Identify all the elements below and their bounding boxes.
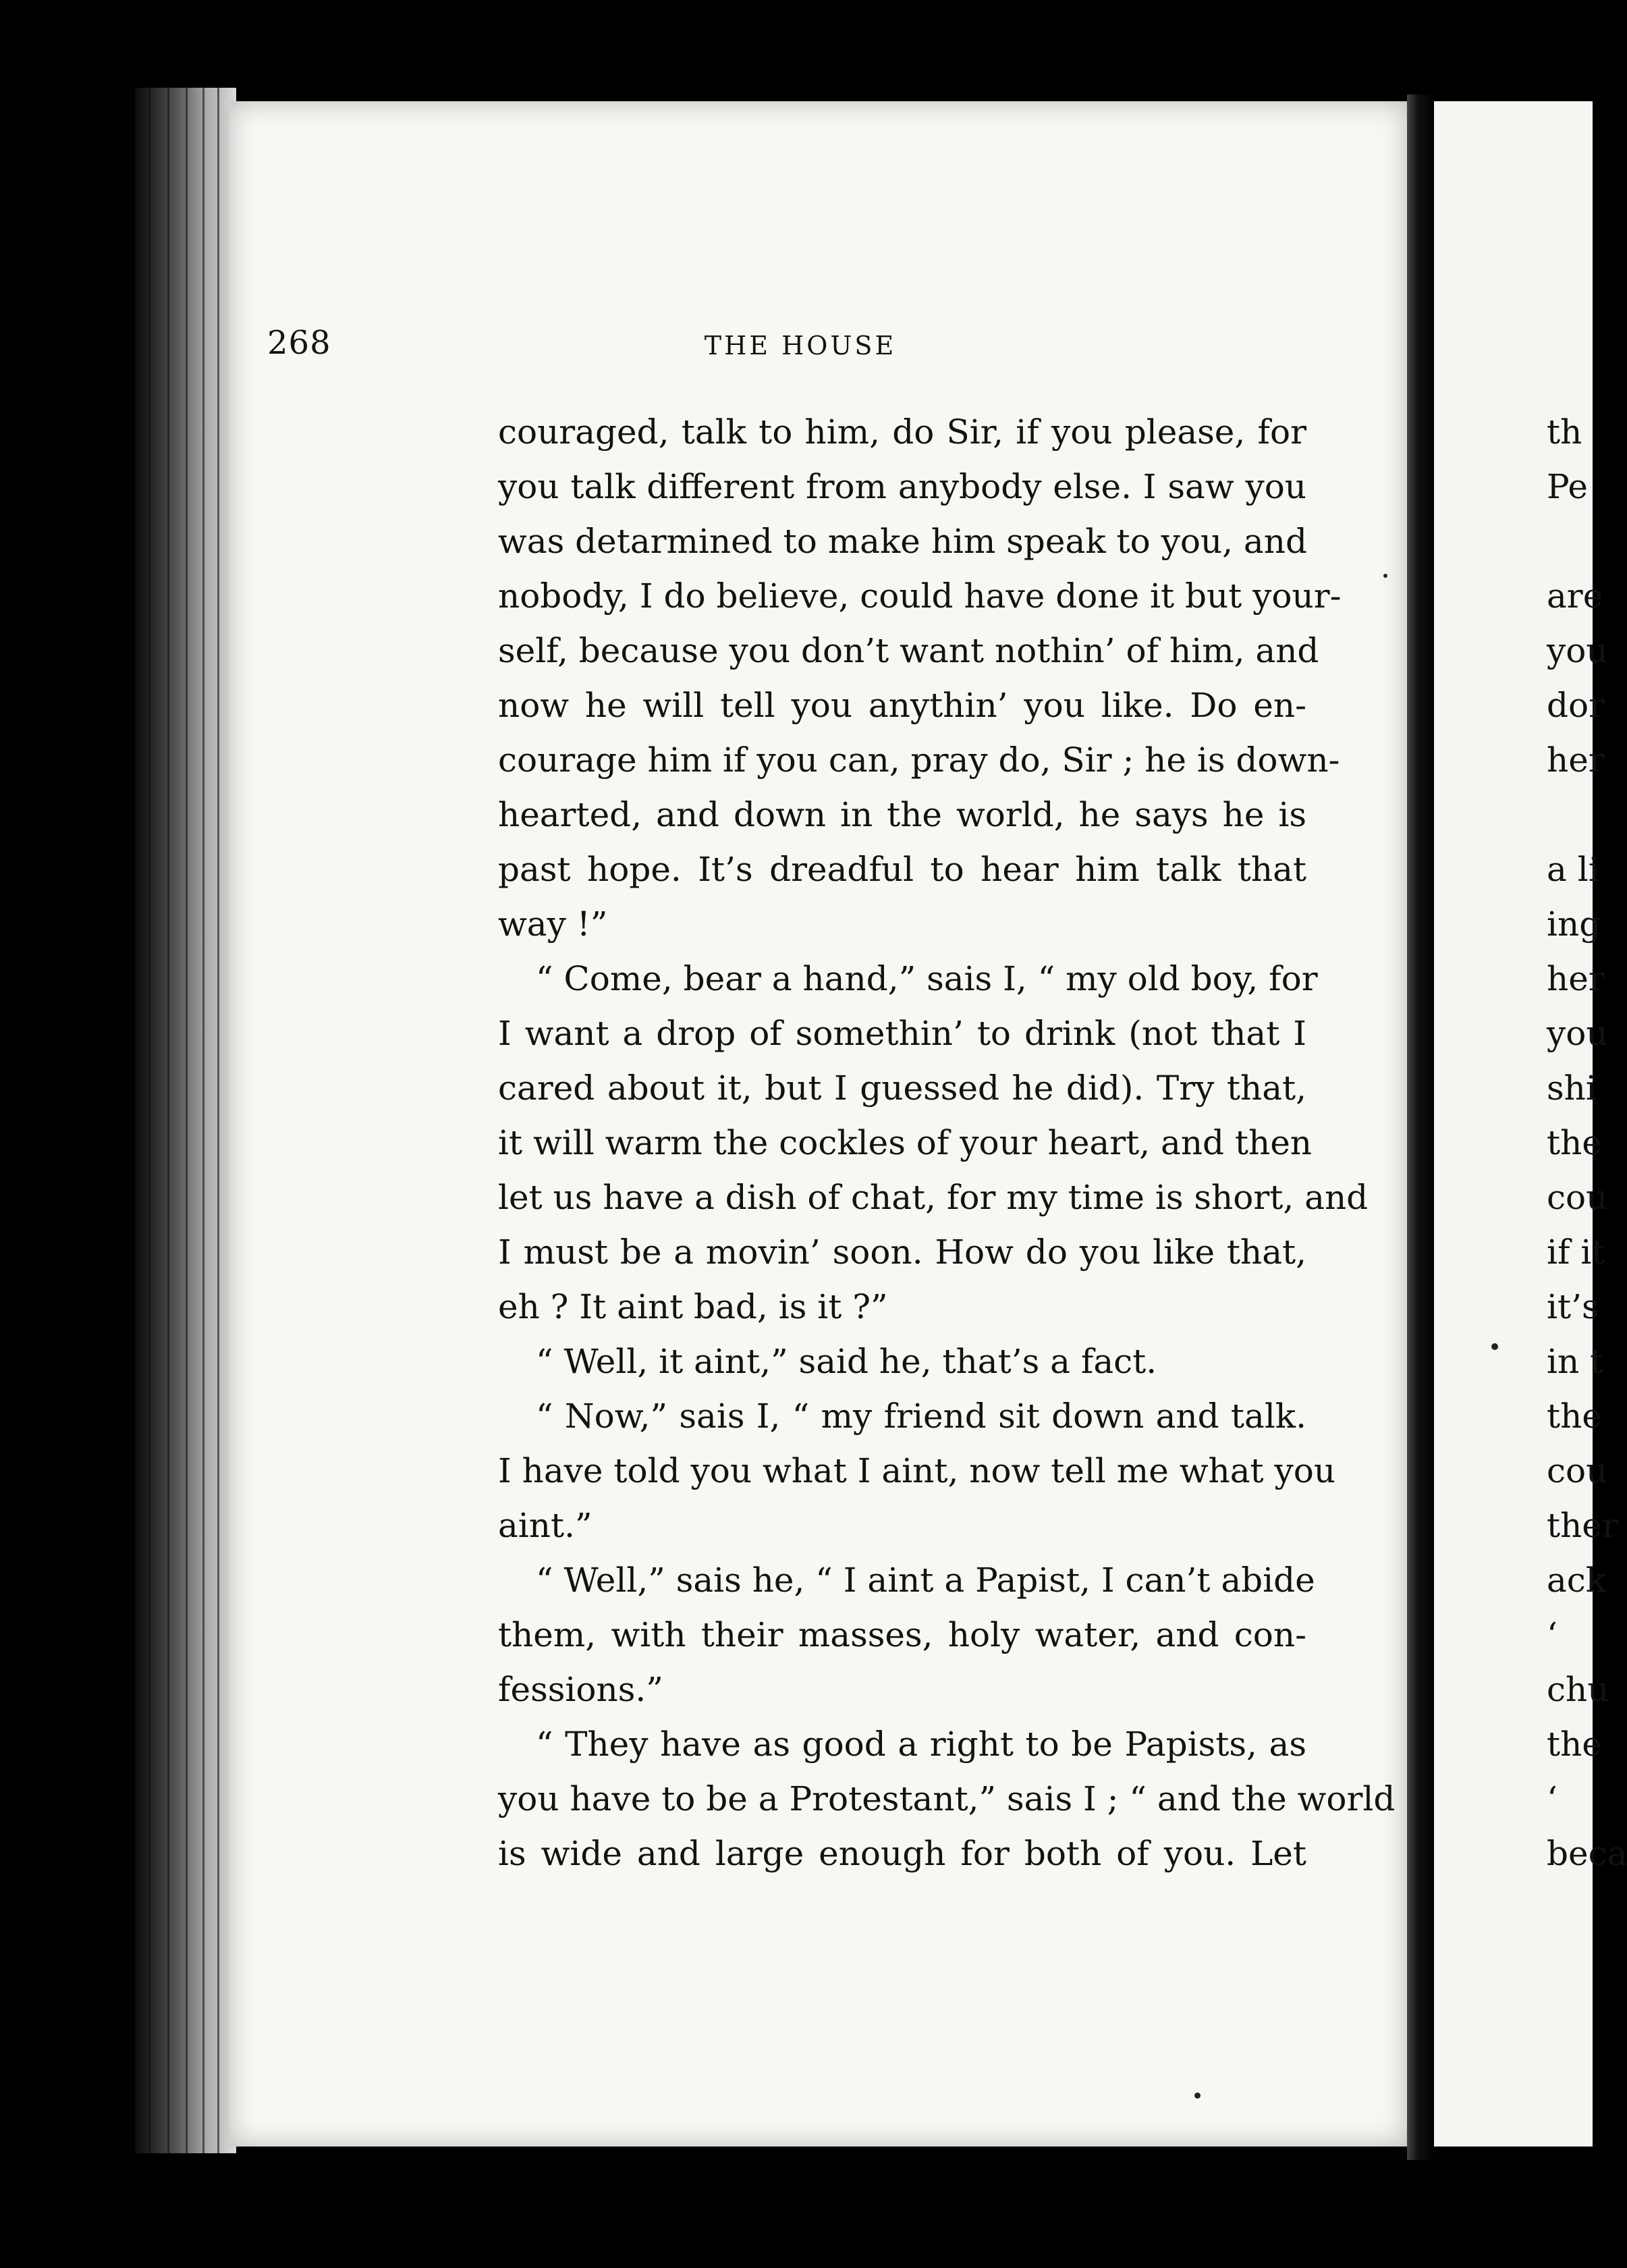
facing-page-fragment [1547, 514, 1627, 569]
facing-page-fragment: chu [1547, 1670, 1609, 1709]
text-line: couraged, talk to him, do Sir, if you please, for [498, 412, 1306, 452]
scan-speck [1383, 574, 1387, 578]
facing-page-fragment: cou [1547, 1178, 1608, 1217]
facing-page-fragment: dor [1547, 686, 1605, 725]
text-line: let us have a dish of chat, for my time is short, and [498, 1178, 1369, 1217]
facing-page-fragment: you [1547, 1014, 1608, 1053]
facing-page-fragment: her [1547, 959, 1605, 998]
facing-page-fragment: ‘ [1547, 1779, 1557, 1818]
scan-speck [1491, 1343, 1498, 1350]
text-line: eh ? It aint bad, is it ?” [498, 1287, 888, 1326]
text-line: “ Well, it aint,” said he, that’s a fact. [536, 1342, 1157, 1381]
text-line: courage him if you can, pray do, Sir ; he is down- [498, 740, 1340, 780]
page-number: 268 [267, 324, 331, 362]
book-fore-edge [135, 88, 236, 2153]
facing-page-fragment: ther [1547, 1506, 1618, 1545]
facing-page-fragment: a li [1547, 850, 1599, 889]
scan-speck [1194, 2092, 1201, 2099]
page-edge-line [202, 88, 204, 2153]
text-line: cared about it, but I guessed he did). Try that, [498, 1069, 1306, 1108]
facing-page-fragment: ing [1547, 905, 1601, 944]
facing-page-fragment: the [1547, 1725, 1602, 1764]
facing-page-text [1547, 405, 1627, 1881]
page-edge-line [148, 88, 150, 2153]
page-edge-line [186, 88, 188, 2153]
text-line: past hope. It’s dreadful to hear him talk that [498, 850, 1306, 889]
facing-page-fragment: in t [1547, 1342, 1604, 1381]
facing-page-fragment: are [1547, 576, 1603, 616]
text-line: I want a drop of somethin’ to drink (not that I [498, 1014, 1306, 1053]
page-body-text [498, 405, 1396, 1881]
facing-page-fragment: beca [1547, 1834, 1627, 1873]
text-line: way !” [498, 905, 608, 944]
running-head: THE HOUSE [704, 331, 897, 360]
text-line: aint.” [498, 1506, 592, 1545]
text-line: “ Well,” sais he, “ I aint a Papist, I can’t abide [536, 1561, 1315, 1600]
facing-page-fragment: it’s [1547, 1287, 1599, 1326]
facing-page-fragment: ack [1547, 1561, 1607, 1600]
text-line: I have told you what I aint, now tell me what you [498, 1451, 1336, 1490]
facing-page-fragment: the [1547, 1123, 1602, 1162]
facing-page-fragment: shi [1547, 1069, 1597, 1108]
text-line: it will warm the cockles of your heart, and then [498, 1123, 1313, 1162]
facing-page-fragment: th [1547, 412, 1582, 452]
page-edge-line [167, 88, 169, 2153]
text-line: was detarmined to make him speak to you, and [498, 522, 1307, 561]
text-line: them, with their masses, holy water, and con- [498, 1615, 1306, 1654]
facing-page-fragment: ‘ [1547, 1615, 1557, 1654]
text-line: “ They have as good a right to be Papists, as [536, 1725, 1306, 1764]
facing-page-fragment [1547, 788, 1627, 842]
text-line: hearted, and down in the world, he says he is [498, 795, 1306, 834]
facing-page-fragment: cou [1547, 1451, 1608, 1490]
text-line: you talk different from anybody else. I saw you [498, 467, 1306, 506]
page-edge-line [217, 88, 219, 2153]
text-line: now he will tell you anythin’ you like. Do en- [498, 686, 1306, 725]
text-line: nobody, I do believe, could have done it but your- [498, 576, 1342, 616]
text-line: self, because you don’t want nothin’ of him, and [498, 631, 1319, 670]
facing-page-fragment: the [1547, 1397, 1602, 1436]
page-header [267, 324, 1306, 371]
text-line: is wide and large enough for both of you. Let [498, 1834, 1306, 1873]
text-line: you have to be a Protestant,” sais I ; “ and the world [498, 1779, 1396, 1818]
book-gutter [1407, 94, 1434, 2160]
facing-page-fragment: you [1547, 631, 1608, 670]
text-line: I must be a movin’ soon. How do you like that, [498, 1233, 1306, 1272]
text-line: “ Come, bear a hand,” sais I, “ my old boy, for [536, 959, 1318, 998]
facing-page-fragment: Pe [1547, 467, 1588, 506]
facing-page-fragment: her [1547, 740, 1605, 780]
text-line: “ Now,” sais I, “ my friend sit down and talk. [536, 1397, 1306, 1436]
text-line: fessions.” [498, 1670, 663, 1709]
facing-page-fragment: if it [1547, 1233, 1605, 1272]
